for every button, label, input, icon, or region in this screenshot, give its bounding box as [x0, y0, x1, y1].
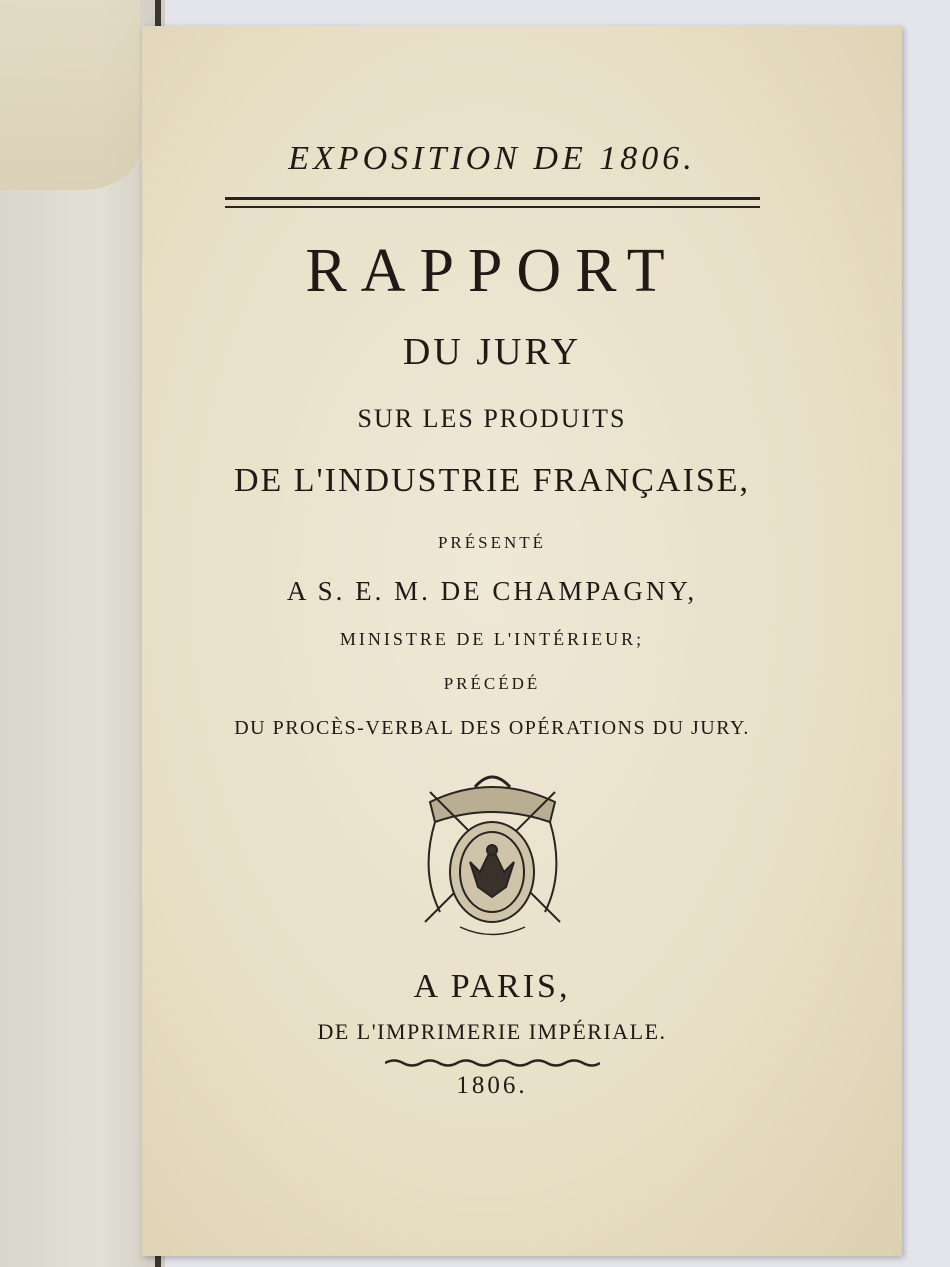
preceded-label: PRÉCÉDÉ — [443, 674, 541, 693]
exposition-heading: EXPOSITION DE 1806. — [288, 140, 696, 177]
subtitle-jury: DU JURY — [402, 331, 582, 373]
printer: DE L'IMPRIMERIE IMPÉRIALE. — [317, 1019, 667, 1044]
year: 1806. — [456, 1072, 528, 1099]
recipient-role: MINISTRE DE L'INTÉRIEUR; — [339, 629, 645, 649]
facing-page-stain — [0, 0, 140, 190]
subtitle-produits: SUR LES PRODUITS — [357, 404, 627, 433]
double-rule-bottom — [225, 206, 760, 208]
subtitle-industrie: DE L'INDUSTRIE FRANÇAISE, — [233, 462, 751, 499]
presented-label: PRÉSENTÉ — [437, 533, 547, 552]
main-title: RAPPORT — [305, 237, 679, 305]
double-rule-top — [225, 197, 760, 200]
recipient: A S. E. M. DE CHAMPAGNY, — [286, 576, 698, 606]
facing-page — [0, 0, 165, 1267]
imperial-eagle-crest-icon — [400, 762, 585, 947]
wavy-rule — [385, 1057, 600, 1069]
preceded-by: DU PROCÈS-VERBAL DES OPÉRATIONS DU JURY. — [234, 717, 750, 739]
place: A PARIS, — [413, 968, 571, 1005]
